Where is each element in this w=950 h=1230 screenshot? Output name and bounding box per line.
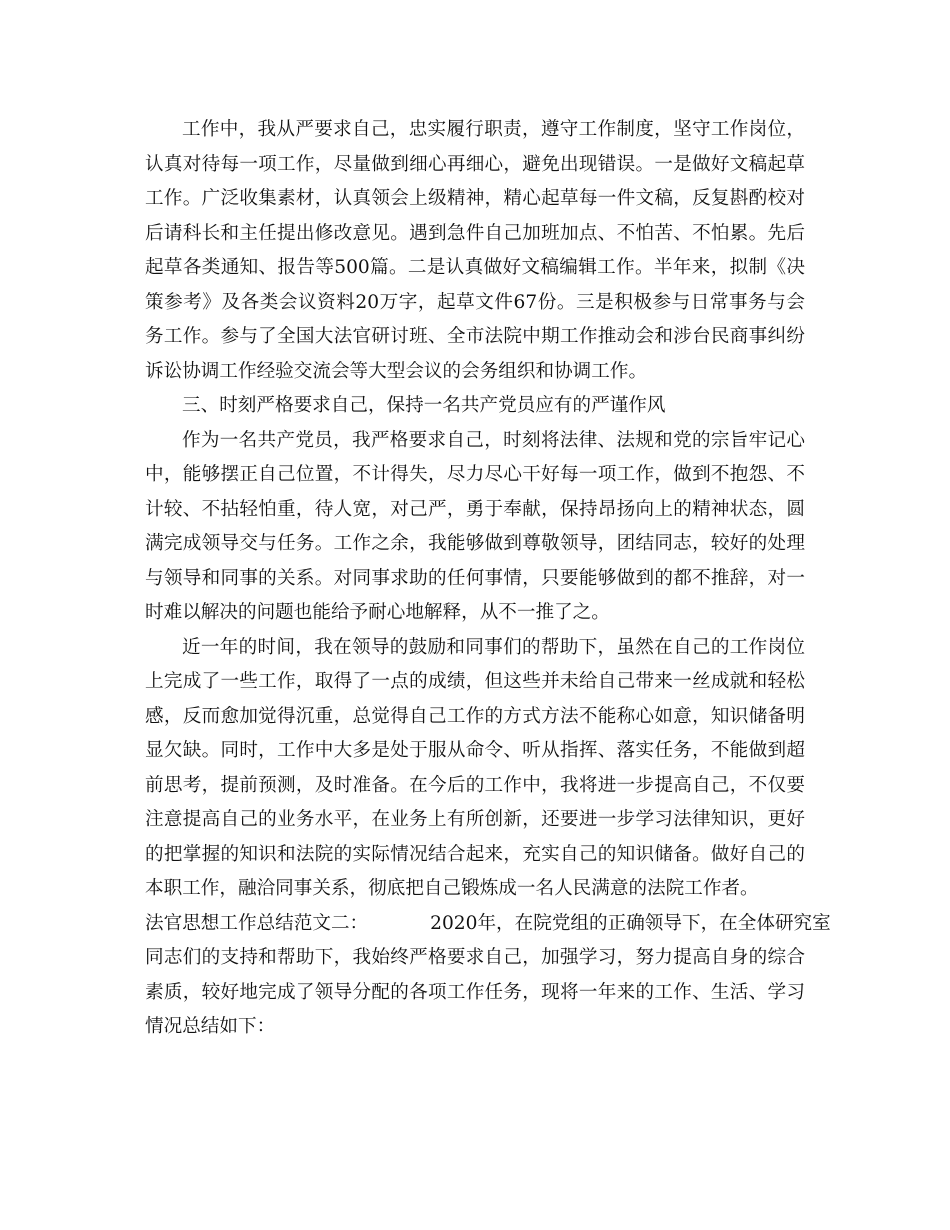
text-line: 作为一名共产党员，我严格要求自己，时刻将法律、法规和党的宗旨牢记心 xyxy=(182,429,805,451)
text-line: 工作。广泛收集素材，认真领会上级精神，精心起草每一件文稿，反复斟酌校对 xyxy=(145,188,805,209)
text-line: 前思考，提前预测，及时准备。在今后的工作中，我将进一步提高自己，不仅要 xyxy=(145,774,805,796)
sample-two-label: 法官思想工作总结范文二： xyxy=(145,912,369,934)
section-heading xyxy=(145,389,805,424)
text-line: 诉讼协调工作经验交流会等大型会议的会务组织和协调工作。 xyxy=(145,360,648,382)
text-line: 注意提高自己的业务水平，在业务上有所创新，还要进一步学习法律知识，更好 xyxy=(145,809,805,830)
document-body xyxy=(145,113,831,1045)
text-line: 起草各类通知、报告等500篇。二是认真做好文稿编辑工作。半年来，拟制《决 xyxy=(145,257,805,278)
text-line: 时难以解决的问题也能给予耐心地解释，从不一推了之。 xyxy=(145,602,610,623)
paragraph-party-member xyxy=(145,424,805,631)
text-line: 上完成了一些工作，取得了一点的成绩，但这些并未给自己带来一丝成就和轻松 xyxy=(145,671,805,692)
text-line: 策参考》及各类会议资料20万字，起草文件67份。三是积极参与日常事务与会 xyxy=(145,291,805,313)
text-line: 计较、不拈轻怕重，待人宽，对己严，勇于奉献，保持昂扬向上的精神状态，圆 xyxy=(145,498,805,520)
text-line: 认真对待每一项工作，尽量做到细心再细心，避免出现错误。一是做好文稿起草 xyxy=(145,153,805,175)
text-line: 情况总结如下： xyxy=(145,1016,276,1037)
paragraph-work-duties xyxy=(145,113,805,389)
text-line: 同志们的支持和帮助下，我始终严格要求自己，加强学习，努力提高自身的综合 xyxy=(145,947,805,968)
text-line: 中，能够摆正自己位置，不计得失，尽力尽心干好每一项工作，做到不抱怨、不 xyxy=(145,464,805,485)
text-line: 务工作。参与了全国大法官研讨班、全市法院中期工作推动会和涉台民商事纠纷 xyxy=(145,326,805,347)
text-line: 素质，较好地完成了领导分配的各项工作任务，现将一年来的工作、生活、学习 xyxy=(145,981,805,1003)
text-line: 本职工作，融洽同事关系，彻底把自己锻炼成一名人民满意的法院工作者。 xyxy=(145,878,759,899)
text-line xyxy=(145,907,831,942)
text-line: 的把掌握的知识和法院的实际情况结合起来，充实自己的知识储备。做好自己的 xyxy=(145,843,805,865)
text-line: 后请科长和主任提出修改意见。遇到急件自己加班加点、不怕苦、不怕累。先后 xyxy=(145,222,805,244)
text-line: 满完成领导交与任务。工作之余，我能够做到尊敬领导，团结同志，较好的处理 xyxy=(145,533,805,554)
paragraph-sample-two xyxy=(145,907,831,1045)
text-line: 近一年的时间，我在领导的鼓励和同事们的帮助下，虽然在自己的工作岗位 xyxy=(182,636,805,658)
text-line: 感，反而愈加觉得沉重，总觉得自己工作的方式方法不能称心如意，知识储备明 xyxy=(145,705,805,727)
text-line: 工作中，我从严要求自己，忠实履行职责，遵守工作制度，坚守工作岗位， xyxy=(182,119,805,140)
sample-two-first-line: 2020年，在院党组的正确领导下，在全体研究室 xyxy=(430,912,831,934)
text-line: 与领导和同事的关系。对同事求助的任何事情，只要能够做到的都不推辞，对一 xyxy=(145,567,805,589)
paragraph-self-reflection xyxy=(145,631,805,907)
text-line: 显欠缺。同时，工作中大多是处于服从命令、听从指挥、落实任务，不能做到超 xyxy=(145,740,805,761)
text-line: 三、时刻严格要求自己，保持一名共产党员应有的严谨作风 xyxy=(182,395,666,416)
